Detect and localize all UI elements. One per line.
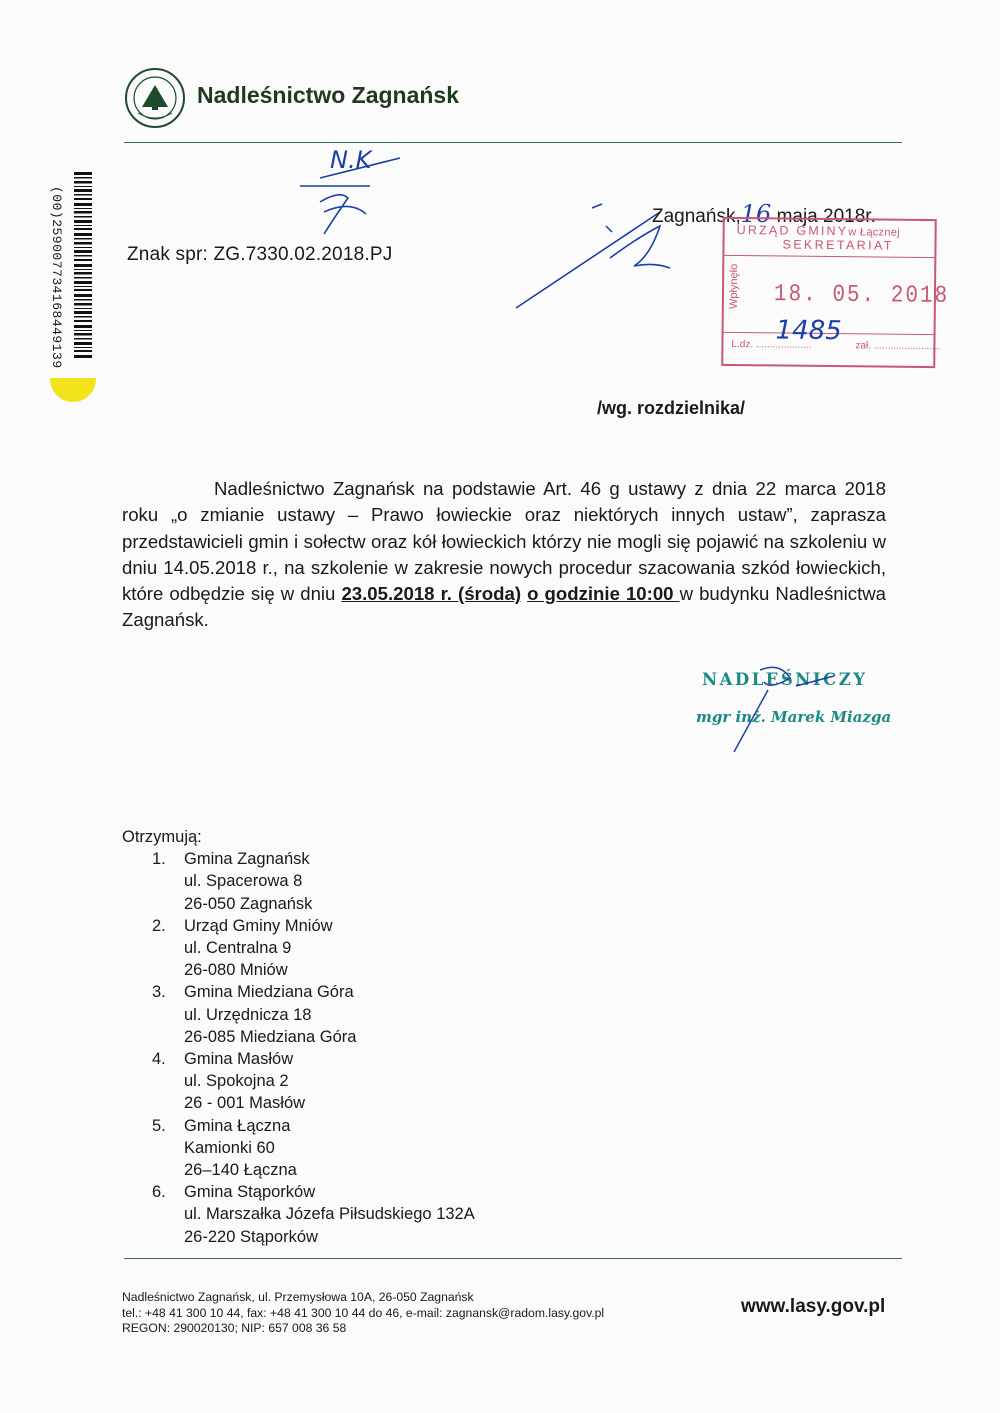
list-item-number: 4. — [152, 1050, 166, 1069]
footer-registry: REGON: 290020130; NIP: 657 008 36 58 — [122, 1321, 347, 1336]
list-item — [122, 848, 475, 915]
barcode-number: (00)259007734168449139 — [49, 186, 64, 369]
svg-text:N.K: N.K — [330, 146, 372, 174]
date-place: Zagnańsk, — [652, 206, 741, 227]
website-link[interactable]: www.lasy.gov.pl — [741, 1296, 886, 1317]
training-time: o godzinie 10:00 — [527, 583, 680, 605]
signature-name: mgr inż. Marek Miazga — [696, 708, 892, 726]
stamp-ldz-number: 1485 — [775, 315, 842, 347]
recipient-city: 26-085 Miedziana Góra — [184, 1027, 357, 1046]
footer-address: Nadleśnictwo Zagnańsk, ul. Przemysłowa 10A, 26-050 Zagnańsk — [122, 1290, 474, 1304]
footer-divider — [124, 1258, 902, 1259]
stamp-office-line — [737, 223, 900, 239]
recipient-name: Gmina Miedziana Góra — [184, 983, 354, 1002]
case-reference: Znak spr: ZG.7330.02.2018.PJ — [127, 244, 393, 265]
letter-body — [122, 476, 886, 634]
list-item — [122, 1048, 475, 1115]
list-item — [122, 1115, 475, 1182]
stamp-office-name: URZĄD GMINY — [736, 223, 849, 239]
signature-title: NADLEŚNICZY — [702, 670, 868, 689]
recipient-street: ul. Urzędnicza 18 — [184, 1005, 312, 1024]
recipient-street: ul. Marszałka Józefa Piłsudskiego 132A — [184, 1205, 475, 1224]
barcode-sticker — [50, 378, 96, 402]
stamp-office-location: w Łącznej — [848, 226, 901, 239]
recipient-name: Gmina Łączna — [184, 1116, 291, 1135]
recipient-city: 26-220 Stąporków — [184, 1227, 318, 1246]
stamp-department: SEKRETARIAT — [782, 237, 894, 253]
header-divider — [124, 142, 902, 143]
list-item — [122, 1181, 475, 1248]
recipient-city: 26-080 Mniów — [184, 961, 288, 980]
footer-contact — [122, 1290, 604, 1337]
organization-name: Nadleśnictwo Zagnańsk — [197, 82, 460, 108]
stamp-ldz-label: L.dz. .................... — [731, 338, 812, 351]
recipient-name: Gmina Masłów — [184, 1050, 294, 1069]
date-month-year: maja 2018r. — [776, 206, 876, 227]
date-day-handwritten: 16 — [740, 200, 772, 228]
list-item — [122, 981, 475, 1048]
recipient-city: 26–140 Łączna — [184, 1161, 297, 1180]
list-item-number: 5. — [152, 1116, 166, 1135]
lasy-panstwowe-logo — [124, 67, 186, 129]
recipient-name: Gmina Zagnańsk — [184, 850, 310, 869]
list-item-number: 6. — [152, 1183, 166, 1202]
addressee: /wg. rozdzielnika/ — [597, 398, 746, 418]
list-item-number: 3. — [152, 983, 166, 1002]
recipient-street: Kamionki 60 — [184, 1138, 275, 1157]
body-text-main: Nadleśnictwo Zagnańsk na podstawie Art. 46 g ustawy z dnia 22 marca 2018 roku „o zmianie ustawy – Prawo łowieckie oraz niektórych innych ustaw”, zaprasza przedstawicieli gmin i sołectw oraz kół łowieckich którzy nie mogli się pojawić na szkoleniu w dniu 14.05.2018 r., na szkolenie w zakresie nowych procedur szacowania szkód łowieckich, które odbędzie się w dniu — [122, 478, 886, 605]
stamp-attachments-label: zał. ........................ — [855, 340, 941, 353]
recipient-street: ul. Spokojna 2 — [184, 1072, 289, 1091]
recipient-city: 26 - 001 Masłów — [184, 1094, 306, 1113]
footer-phone-email: tel.: +48 41 300 10 44, fax: +48 41 300 10 44 do 46, e-mail: zagnansk@radom.lasy.gov.pl — [122, 1305, 605, 1320]
stamp-received-label: Wpłynęło — [727, 263, 741, 310]
list-item-number: 1. — [152, 850, 166, 869]
recipient-name: Urząd Gminy Mniów — [184, 916, 333, 935]
recipient-street: ul. Centralna 9 — [184, 939, 292, 958]
body-text-location: w budynku Nadleśnictwa Zagnańsk. — [122, 583, 886, 631]
list-item — [122, 915, 475, 982]
recipient-name: Gmina Stąporków — [184, 1183, 316, 1202]
recipient-city: 26-050 Zagnańsk — [184, 894, 313, 913]
training-date: 23.05.2018 r. (środa) — [341, 583, 522, 605]
recipients-list — [122, 826, 475, 1248]
recipients-heading: Otrzymują: — [122, 828, 202, 846]
letter-paragraph — [122, 476, 886, 634]
handwritten-initials — [290, 140, 420, 240]
received-stamp — [721, 217, 950, 368]
list-item-number: 2. — [152, 916, 166, 935]
stamp-divider-top — [724, 255, 934, 258]
recipient-street: ul. Spacerowa 8 — [184, 872, 303, 891]
stamp-date: 18. 05. 2018 — [773, 281, 950, 310]
